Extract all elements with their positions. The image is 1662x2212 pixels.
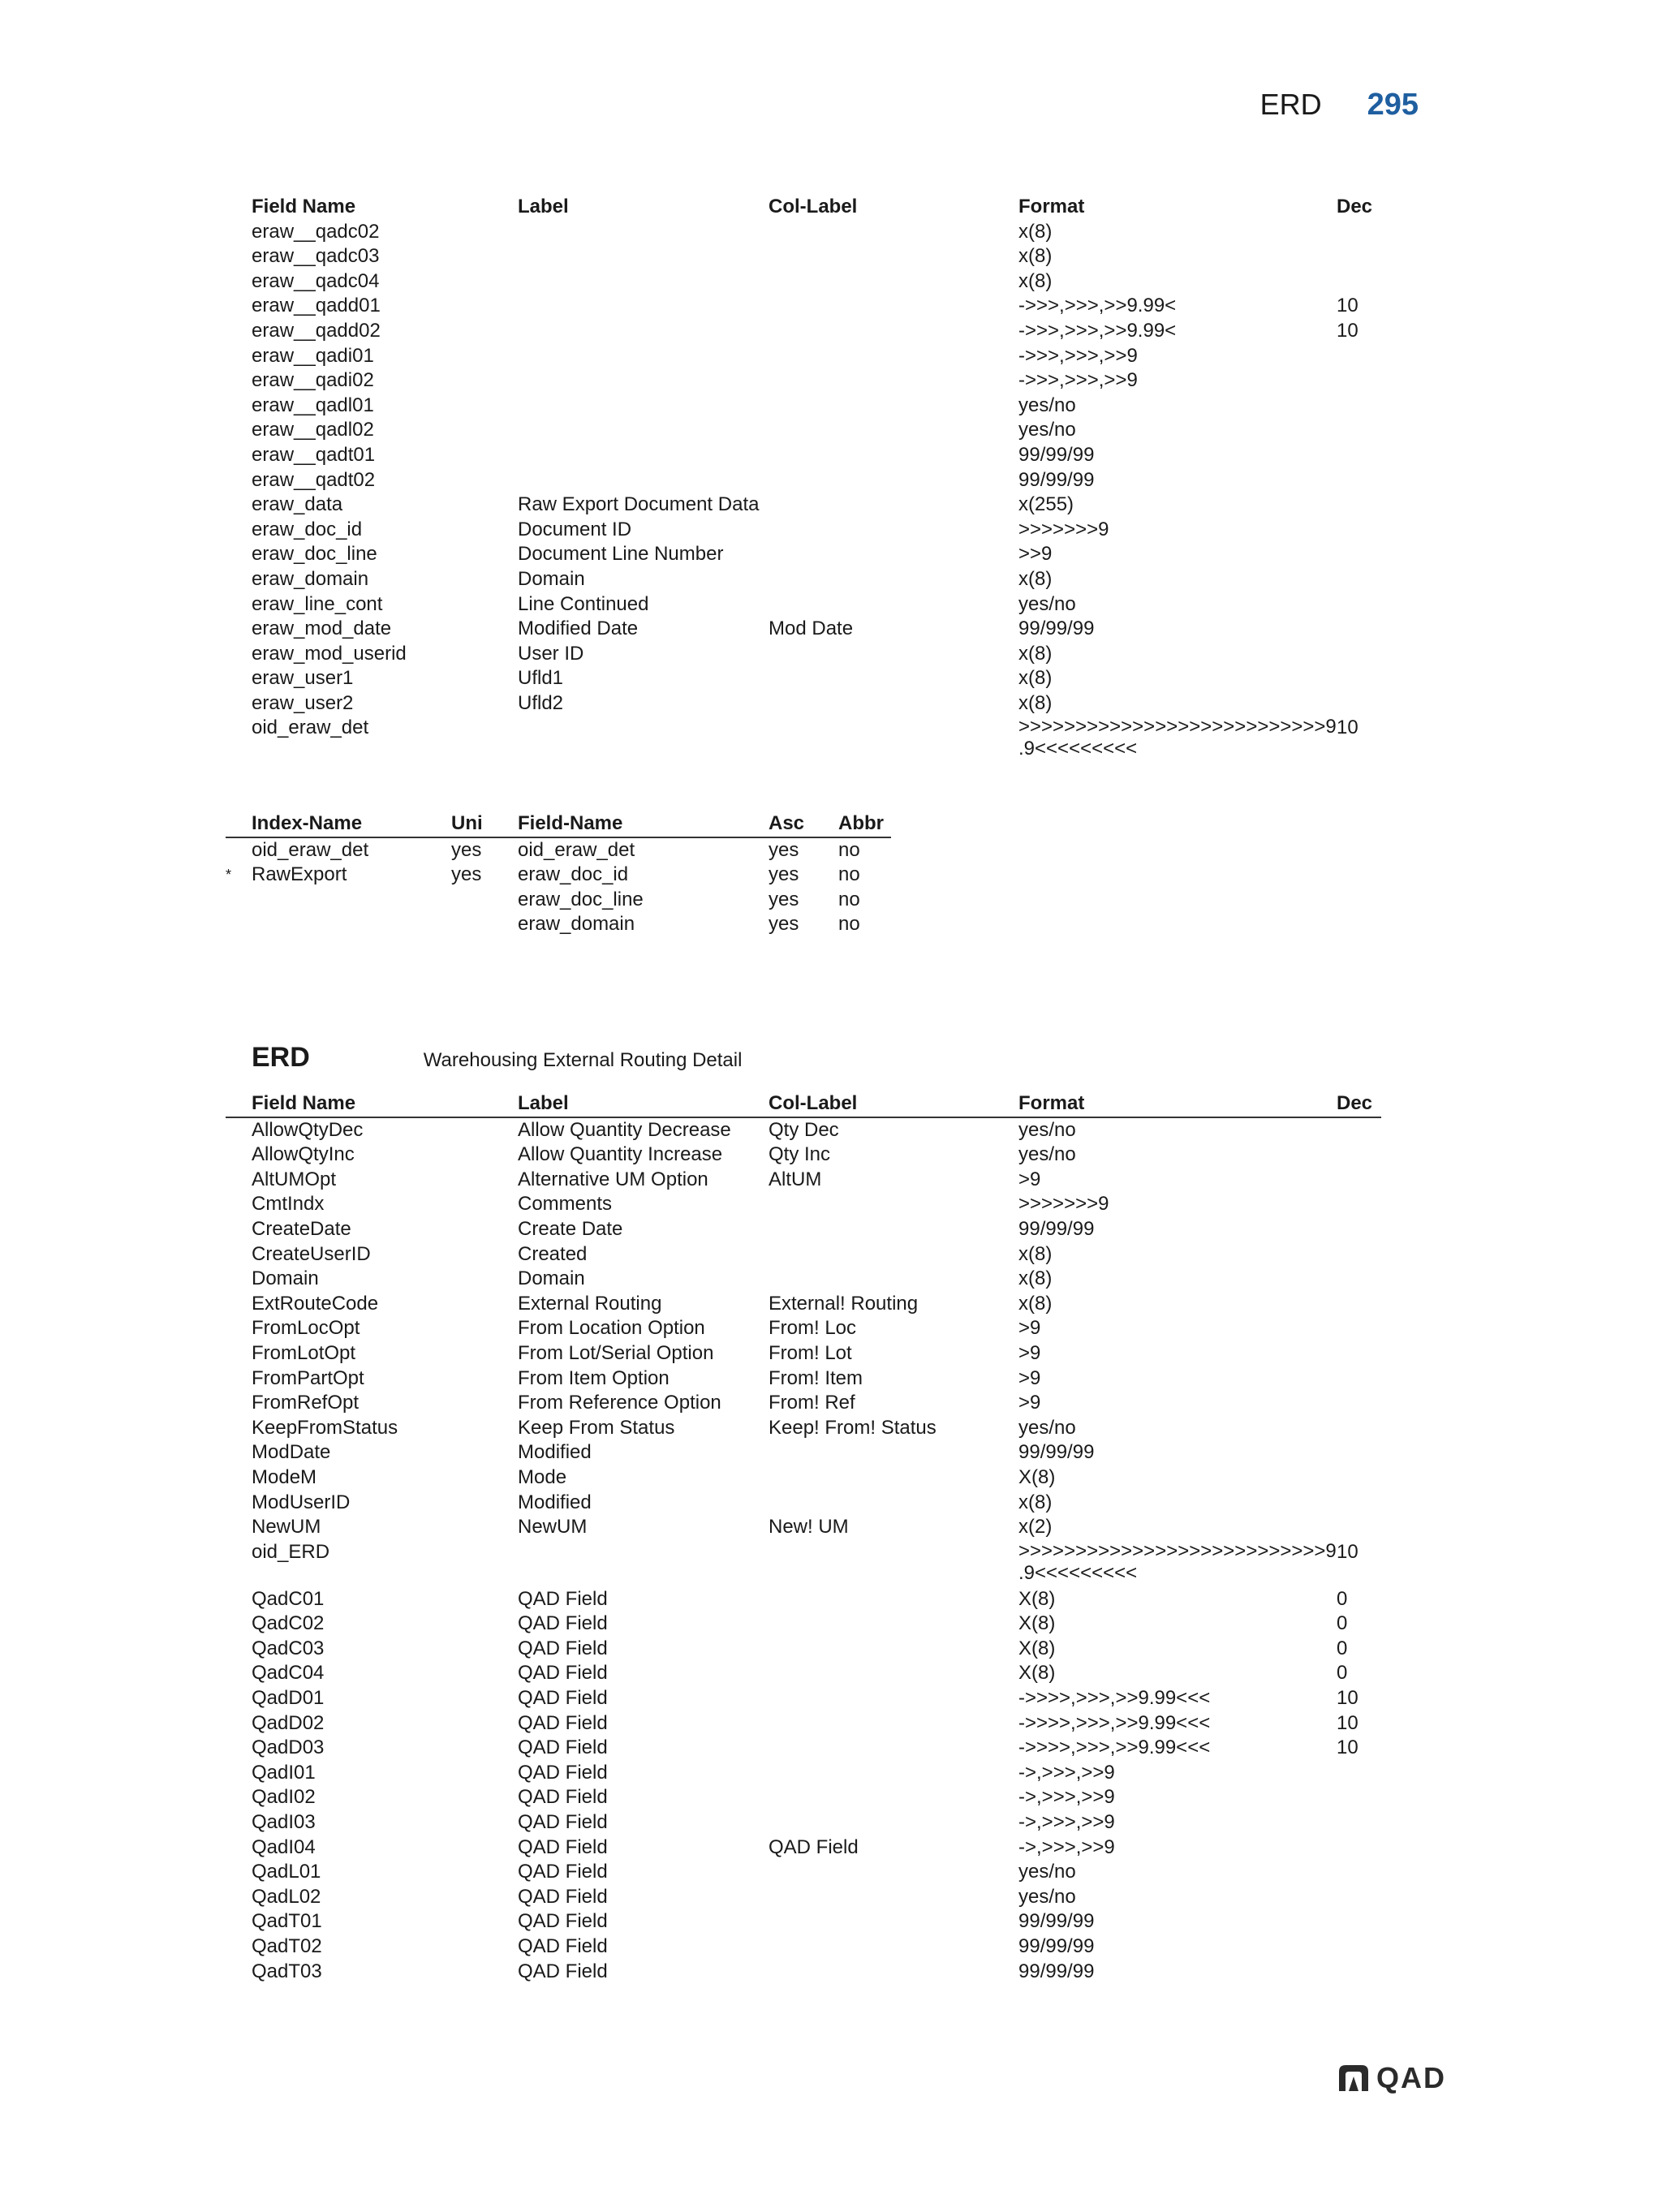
format-cell: X(8) (1018, 1465, 1056, 1488)
col-header-uni: Uni (451, 812, 483, 834)
field-name-cell: eraw__qadt02 (252, 468, 376, 491)
index-header-row (226, 811, 891, 838)
table-row (226, 1637, 1381, 1662)
field-name-cell: QadI04 (252, 1835, 316, 1858)
label-cell: QAD Field (518, 1736, 608, 1759)
format-cell: x(8) (1018, 642, 1053, 665)
label-cell: QAD Field (518, 1587, 608, 1610)
field-name-cell: eraw_domain (252, 567, 369, 590)
col-label-cell: Qty Dec (769, 1118, 839, 1141)
format-cell: ->>>,>>>,>>9.99< (1018, 319, 1177, 342)
label-cell: QAD Field (518, 1861, 608, 1883)
format-cell: 99/99/99 (1018, 618, 1095, 640)
format-cell: x(8) (1018, 691, 1053, 714)
label-cell: Ufld1 (518, 667, 564, 690)
table-header-row (226, 1091, 1381, 1118)
format-cell: x(255) (1018, 493, 1074, 516)
col-header-col-label: Col-Label (769, 196, 858, 217)
format-cell: X(8) (1018, 1637, 1056, 1659)
table-row (226, 1491, 1381, 1516)
unique-cell: yes (451, 838, 482, 861)
format-cell: ->>>,>>>,>>9 (1018, 344, 1138, 367)
table-row (226, 592, 1381, 618)
field-name-cell: eraw__qadt01 (252, 443, 376, 466)
format-cell: >>>>>>>9 (1018, 518, 1109, 540)
format-cell: >9 (1018, 1392, 1041, 1414)
table-row (226, 1168, 1381, 1193)
field-name-cell: eraw_mod_date (252, 618, 392, 640)
format-cell: ->>>,>>>,>>9 (1018, 369, 1138, 392)
table-row (226, 1909, 1381, 1934)
label-cell: QAD Field (518, 1637, 608, 1659)
format-cell: yes/no (1018, 1143, 1076, 1166)
field-name-cell: eraw_domain (518, 913, 635, 936)
format-cell: yes/no (1018, 1416, 1076, 1439)
format-cell: x(8) (1018, 1292, 1053, 1315)
field-name-cell: eraw__qadl01 (252, 394, 374, 416)
field-name-cell: eraw_mod_userid (252, 642, 407, 665)
field-name-cell: eraw_doc_id (252, 518, 363, 540)
field-name-cell: QadI01 (252, 1761, 316, 1784)
format-cell: >9 (1018, 1341, 1041, 1364)
table-row (226, 244, 1381, 269)
dec-cell: 10 (1337, 1736, 1358, 1759)
field-name-cell: ExtRouteCode (252, 1292, 379, 1315)
label-cell: QAD Field (518, 1835, 608, 1858)
page-number: 295 (1367, 88, 1419, 122)
index-name-cell: RawExport (252, 863, 347, 886)
table-row (226, 1267, 1381, 1292)
format-cell: >>>>>>>>>>>>>>>>>>>>>>>>>>>9 .9<<<<<<<<< (1018, 1539, 1337, 1584)
field-name-cell: eraw_doc_id (518, 863, 629, 886)
format-cell: x(8) (1018, 667, 1053, 690)
table-row (226, 642, 1381, 667)
dec-cell: 10 (1337, 295, 1358, 317)
format-cell: ->,>>>,>>9 (1018, 1761, 1115, 1784)
format-cell: >>>>>>>9 (1018, 1193, 1109, 1216)
label-cell: External Routing (518, 1292, 662, 1315)
field-name-cell: QadC04 (252, 1662, 325, 1685)
index-row (226, 888, 891, 913)
dec-cell: 0 (1337, 1587, 1348, 1610)
table-row (226, 1686, 1381, 1711)
field-name-cell: AllowQtyInc (252, 1143, 355, 1166)
primary-index-marker: * (226, 867, 232, 884)
field-name-cell: eraw_line_cont (252, 592, 383, 615)
erd-field-table (226, 1091, 1381, 1984)
dec-cell: 10 (1337, 1711, 1358, 1734)
field-name-cell: QadL01 (252, 1861, 321, 1883)
format-cell: yes/no (1018, 592, 1076, 615)
col-label-cell: AltUM (769, 1168, 822, 1190)
table-row (226, 1711, 1381, 1736)
field-name-cell: AltUMOpt (252, 1168, 337, 1190)
format-cell: >9 (1018, 1168, 1041, 1190)
label-cell: User ID (518, 642, 584, 665)
table-row (226, 344, 1381, 369)
field-name-cell: eraw__qadi01 (252, 344, 374, 367)
table-row (226, 1341, 1381, 1366)
table-row (226, 1885, 1381, 1910)
format-cell: x(8) (1018, 1491, 1053, 1513)
table-row (226, 1143, 1381, 1168)
label-cell: QAD Field (518, 1935, 608, 1957)
dec-cell: 0 (1337, 1662, 1348, 1685)
label-cell: Raw Export Document Data (518, 493, 760, 516)
format-cell: >9 (1018, 1317, 1041, 1340)
label-cell: Alternative UM Option (518, 1168, 708, 1190)
field-name-cell: oid_ERD (252, 1540, 330, 1563)
field-name-cell: FromPartOpt (252, 1366, 364, 1389)
section-heading (252, 1042, 742, 1074)
col-label-cell: From! Item (769, 1366, 863, 1389)
field-name-cell: eraw__qadd01 (252, 295, 381, 317)
col-label-cell: QAD Field (769, 1835, 859, 1858)
table-row (226, 1217, 1381, 1242)
table-row (226, 368, 1381, 394)
col-label-cell: From! Lot (769, 1341, 852, 1364)
format-cell: >9 (1018, 1366, 1041, 1389)
label-cell: Mode (518, 1465, 567, 1488)
table-row (226, 1515, 1381, 1540)
field-name-cell: AllowQtyDec (252, 1118, 364, 1141)
col-header-label: Label (518, 196, 569, 217)
label-cell: Ufld2 (518, 691, 564, 714)
table-row (226, 1292, 1381, 1317)
field-name-cell: eraw__qadc04 (252, 269, 380, 292)
col-header-format: Format (1018, 196, 1085, 217)
col-header-col-label: Col-Label (769, 1092, 858, 1114)
dec-cell: 10 (1337, 1687, 1358, 1710)
abbreviated-cell: no (838, 863, 860, 886)
label-cell: Comments (518, 1193, 613, 1216)
col-label-cell: From! Ref (769, 1392, 855, 1414)
ascending-cell: yes (769, 913, 799, 936)
table-row (226, 1810, 1381, 1835)
field-name-cell: QadD03 (252, 1736, 325, 1759)
label-cell: NewUM (518, 1516, 588, 1539)
col-label-cell: Mod Date (769, 618, 854, 640)
field-name-cell: QadC03 (252, 1637, 325, 1659)
table-row (226, 1761, 1381, 1786)
table-row (226, 1366, 1381, 1392)
format-cell: ->,>>>,>>9 (1018, 1835, 1115, 1858)
col-label-cell: Keep! From! Status (769, 1416, 936, 1439)
format-cell: 99/99/99 (1018, 1935, 1095, 1957)
field-name-cell: FromLocOpt (252, 1317, 360, 1340)
field-name-cell: ModUserID (252, 1491, 351, 1513)
table-row (226, 617, 1381, 642)
label-cell: From Lot/Serial Option (518, 1341, 714, 1364)
format-cell: ->>>,>>>,>>9.99< (1018, 295, 1177, 317)
table-row (226, 1242, 1381, 1267)
field-name-cell: eraw__qadc02 (252, 220, 380, 243)
qad-logo-icon (1337, 2064, 1370, 2093)
ascending-cell: yes (769, 863, 799, 886)
field-name-cell: QadT01 (252, 1910, 322, 1933)
unique-cell: yes (451, 863, 482, 886)
label-cell: QAD Field (518, 1761, 608, 1784)
format-cell: x(8) (1018, 567, 1053, 590)
label-cell: Document ID (518, 518, 632, 540)
format-cell: ->>>>,>>>,>>9.99<<< (1018, 1736, 1211, 1759)
format-cell: ->,>>>,>>9 (1018, 1811, 1115, 1834)
label-cell: QAD Field (518, 1786, 608, 1809)
table-row (226, 319, 1381, 344)
field-name-cell: oid_eraw_det (252, 717, 369, 739)
format-cell: 99/99/99 (1018, 443, 1095, 466)
format-cell: yes/no (1018, 394, 1076, 416)
qad-logo (1337, 2061, 1446, 2095)
label-cell: Allow Quantity Increase (518, 1143, 723, 1166)
field-name-cell: QadT03 (252, 1960, 322, 1982)
table-row (226, 716, 1381, 763)
col-header-field-name: Field Name (252, 196, 356, 217)
table-row (226, 493, 1381, 518)
label-cell: Line Continued (518, 592, 649, 615)
ascending-cell: yes (769, 838, 799, 861)
field-name-cell: eraw_user1 (252, 667, 354, 690)
index-table (226, 811, 891, 937)
label-cell: Document Line Number (518, 543, 724, 566)
table-row (226, 691, 1381, 717)
table-row (226, 1960, 1381, 1985)
field-name-cell: ModDate (252, 1441, 331, 1464)
format-cell: X(8) (1018, 1662, 1056, 1685)
col-label-cell: Qty Inc (769, 1143, 831, 1166)
format-cell: x(8) (1018, 1267, 1053, 1290)
table-row (226, 1316, 1381, 1341)
field-name-cell: QadT02 (252, 1935, 322, 1957)
col-label-cell: External! Routing (769, 1292, 919, 1315)
table-row (226, 1736, 1381, 1761)
label-cell: Created (518, 1242, 588, 1265)
abbreviated-cell: no (838, 838, 860, 861)
table-row (226, 1192, 1381, 1217)
field-name-cell: CmtIndx (252, 1193, 325, 1216)
field-name-cell: ModeM (252, 1465, 317, 1488)
format-cell: yes/no (1018, 1861, 1076, 1883)
table-row (226, 1835, 1381, 1861)
field-name-cell: Domain (252, 1267, 319, 1290)
section-code: ERD (252, 1042, 310, 1073)
format-cell: x(8) (1018, 269, 1053, 292)
field-name-cell: QadC01 (252, 1587, 325, 1610)
label-cell: Keep From Status (518, 1416, 675, 1439)
field-name-cell: oid_eraw_det (518, 838, 635, 861)
dec-cell: 0 (1337, 1637, 1348, 1659)
table-row (226, 1540, 1381, 1587)
table-row (226, 666, 1381, 691)
field-name-cell: eraw__qadl02 (252, 419, 374, 441)
format-cell: ->>>>,>>>,>>9.99<<< (1018, 1711, 1211, 1734)
format-cell: 99/99/99 (1018, 1441, 1095, 1464)
header-title: ERD (1259, 88, 1322, 121)
table-row (226, 1118, 1381, 1143)
abbreviated-cell: no (838, 913, 860, 936)
dec-cell: 10 (1337, 717, 1358, 739)
field-table-continued (226, 195, 1381, 763)
field-name-cell: CreateUserID (252, 1242, 371, 1265)
field-name-cell: eraw__qadc03 (252, 245, 380, 268)
index-row (226, 838, 891, 863)
label-cell: Create Date (518, 1217, 623, 1240)
field-name-cell: QadL02 (252, 1885, 321, 1908)
label-cell: QAD Field (518, 1960, 608, 1982)
format-cell: 99/99/99 (1018, 468, 1095, 491)
logo-text: QAD (1376, 2061, 1446, 2094)
table-row (226, 1860, 1381, 1885)
format-cell: 99/99/99 (1018, 1217, 1095, 1240)
field-name-cell: KeepFromStatus (252, 1416, 398, 1439)
col-header-field-name: Field Name (252, 1092, 356, 1114)
col-header-index-name: Index-Name (252, 812, 363, 834)
format-cell: 99/99/99 (1018, 1960, 1095, 1982)
dec-cell: 10 (1337, 319, 1358, 342)
col-label-cell: New! UM (769, 1516, 849, 1539)
label-cell: QAD Field (518, 1612, 608, 1635)
field-name-cell: QadC02 (252, 1612, 325, 1635)
index-name-cell: oid_eraw_det (252, 838, 369, 861)
field-name-cell: QadD02 (252, 1711, 325, 1734)
field-name-cell: eraw_data (252, 493, 343, 516)
col-header-format: Format (1018, 1092, 1085, 1114)
label-cell: QAD Field (518, 1910, 608, 1933)
format-cell: x(8) (1018, 1242, 1053, 1265)
label-cell: From Location Option (518, 1317, 705, 1340)
field-name-cell: QadD01 (252, 1687, 325, 1710)
field-name-cell: eraw_user2 (252, 691, 354, 714)
table-row (226, 1440, 1381, 1465)
label-cell: Modified (518, 1441, 592, 1464)
label-cell: Allow Quantity Decrease (518, 1118, 731, 1141)
ascending-cell: yes (769, 888, 799, 910)
format-cell: ->,>>>,>>9 (1018, 1786, 1115, 1809)
label-cell: QAD Field (518, 1662, 608, 1685)
format-cell: yes/no (1018, 419, 1076, 441)
table-row (226, 518, 1381, 543)
col-header-asc: Asc (769, 812, 805, 834)
table-row (226, 418, 1381, 443)
table-body (226, 1118, 1381, 1985)
table-row (226, 567, 1381, 592)
index-row (226, 912, 891, 937)
label-cell: Domain (518, 567, 585, 590)
col-header-abbr: Abbr (838, 812, 884, 834)
table-row (226, 1587, 1381, 1612)
col-header-field-name: Field-Name (518, 812, 623, 834)
running-header (1260, 88, 1419, 123)
abbreviated-cell: no (838, 888, 860, 910)
format-cell: x(8) (1018, 245, 1053, 268)
table-row (226, 294, 1381, 319)
table-row (226, 1465, 1381, 1491)
field-name-cell: eraw__qadd02 (252, 319, 381, 342)
col-header-dec: Dec (1337, 1092, 1373, 1114)
format-cell: yes/no (1018, 1118, 1076, 1141)
table-row (226, 1391, 1381, 1416)
field-name-cell: eraw_doc_line (518, 888, 644, 910)
format-cell: X(8) (1018, 1612, 1056, 1635)
dec-cell: 0 (1337, 1612, 1348, 1635)
format-cell: x(8) (1018, 220, 1053, 243)
table-row (226, 220, 1381, 245)
table-row (226, 394, 1381, 419)
format-cell: 99/99/99 (1018, 1910, 1095, 1933)
table-row (226, 269, 1381, 295)
field-name-cell: CreateDate (252, 1217, 351, 1240)
field-name-cell: QadI03 (252, 1811, 316, 1834)
index-row (226, 863, 891, 888)
table-row (226, 1785, 1381, 1810)
col-header-dec: Dec (1337, 196, 1373, 217)
label-cell: Modified Date (518, 618, 639, 640)
table-row (226, 468, 1381, 493)
field-name-cell: eraw_doc_line (252, 543, 377, 566)
label-cell: QAD Field (518, 1885, 608, 1908)
table-row (226, 1416, 1381, 1441)
col-header-label: Label (518, 1092, 569, 1114)
col-label-cell: From! Loc (769, 1317, 857, 1340)
field-name-cell: QadI02 (252, 1786, 316, 1809)
table-body (226, 220, 1381, 764)
table-row (226, 1934, 1381, 1960)
index-body (226, 838, 891, 937)
label-cell: Domain (518, 1267, 585, 1290)
label-cell: From Item Option (518, 1366, 670, 1389)
table-row (226, 1661, 1381, 1686)
format-cell: ->>>>,>>>,>>9.99<<< (1018, 1687, 1211, 1710)
field-name-cell: FromLotOpt (252, 1341, 356, 1364)
format-cell: yes/no (1018, 1885, 1076, 1908)
table-row (226, 1612, 1381, 1637)
label-cell: QAD Field (518, 1711, 608, 1734)
format-cell: X(8) (1018, 1587, 1056, 1610)
dec-cell: 10 (1337, 1540, 1358, 1563)
label-cell: Modified (518, 1491, 592, 1513)
format-cell: x(2) (1018, 1516, 1053, 1539)
field-name-cell: NewUM (252, 1516, 321, 1539)
section-description: Warehousing External Routing Detail (423, 1049, 743, 1071)
label-cell: QAD Field (518, 1811, 608, 1834)
label-cell: From Reference Option (518, 1392, 721, 1414)
field-name-cell: FromRefOpt (252, 1392, 360, 1414)
field-name-cell: eraw__qadi02 (252, 369, 374, 392)
table-row (226, 542, 1381, 567)
table-header-row (226, 195, 1381, 220)
table-row (226, 443, 1381, 468)
format-cell: >>9 (1018, 543, 1053, 566)
format-cell: >>>>>>>>>>>>>>>>>>>>>>>>>>>9 .9<<<<<<<<< (1018, 716, 1337, 760)
label-cell: QAD Field (518, 1687, 608, 1710)
